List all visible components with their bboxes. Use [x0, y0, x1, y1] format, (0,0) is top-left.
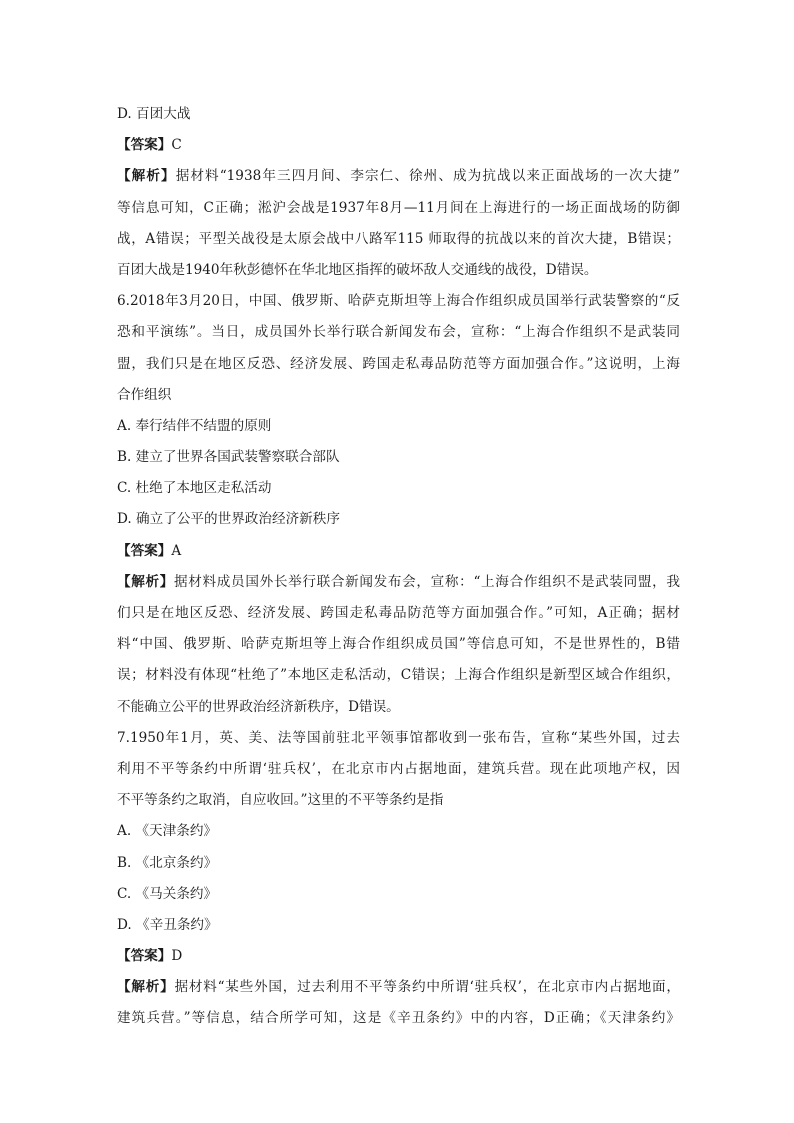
q7-analysis-line-2: 建筑兵营。”等信息，结合所学可知，这是《辛丑条约》中的内容，D正确；《天津条约》: [117, 1010, 680, 1027]
answer-value: D: [171, 948, 183, 965]
answer-tag: 【答案】: [117, 948, 172, 965]
q7-option-b: B. 《北京条约》: [117, 854, 218, 871]
q5-option-d: D. 百团大战: [117, 106, 191, 122]
q6-stem-line-1: 6.2018年3月20日，中国、俄罗斯、哈萨克斯坦等上海合作组织成员国举行武装警察的“反: [117, 293, 680, 310]
answer-value: A: [171, 542, 182, 559]
q7-analysis-line-1: [117, 972, 680, 1003]
q6-analysis-line-5: 不能确立公平的世界政治经济新秩序，D错误。: [117, 698, 400, 715]
q6-analysis-line-4: 误；材料没有体现“杜绝了”本地区走私活动，C错误；上海合作组织是新型区域合作组织，: [117, 667, 680, 684]
q6-stem-line-2: 恐和平演练”。当日，成员国外长举行联合新闻发布会，宣称：“上海合作组织不是武装同: [117, 324, 680, 341]
q6-analysis-line-1: [117, 567, 680, 598]
q5-analysis-line-3: 战，A错误；平型关战役是太原会战中八路军115 师取得的抗战以来的首次大捷，B错误；: [117, 230, 680, 247]
q7-stem-line-2: 利用不平等条约中所谓‘驻兵权’，在北京市内占据地面，建筑兵营。现在此项地产权，因: [117, 760, 680, 777]
answer-value: C: [171, 137, 182, 154]
answer-tag: 【答案】: [117, 542, 172, 559]
q6-option-b: B. 建立了世界各国武装警察联合部队: [117, 449, 340, 466]
analysis-tag: 【解析】: [117, 979, 175, 996]
q5-analysis-line-4: 百团大战是1940年秋彭德怀在华北地区指挥的破坏敌人交通线的战役，D错误。: [117, 261, 598, 278]
q5-analysis-line-1: [117, 161, 680, 192]
q6-option-d: D. 确立了公平的世界政治经济新秩序: [117, 511, 340, 528]
q7-option-c: C. 《马关条约》: [117, 885, 218, 902]
q7-stem-line-1: 7.1950年1月，英、美、法等国前驻北平领事馆都收到一张布告，宣称“某些外国，过去: [117, 729, 680, 746]
analysis-tag: 【解析】: [117, 573, 175, 590]
q6-analysis-line-3: 料“中国、俄罗斯、哈萨克斯坦等上海合作组织成员国”等信息可知，不是世界性的，B错: [117, 636, 680, 653]
q6-option-a: A. 奉行结伴不结盟的原则: [117, 417, 272, 434]
q6-stem-line-4: 合作组织: [117, 386, 172, 403]
analysis-tag: 【解析】: [117, 168, 176, 185]
q5-analysis-line-2: 等信息可知，C正确；淞沪会战是1937年8月—11月间在上海进行的一场正面战场的防御: [117, 199, 680, 216]
analysis-text: 据材料成员国外长举行联合新闻发布会，宣称：“上海合作组织不是武装同盟，我: [174, 573, 680, 590]
q7-option-a: A. 《天津条约》: [117, 823, 218, 840]
q6-option-c: C. 杜绝了本地区走私活动: [117, 480, 272, 497]
q6-analysis-line-2: 们只是在地区反恐、经济发展、跨国走私毒品防范等方面加强合作。”可知，A正确；据材: [117, 605, 680, 621]
q7-stem-line-3: 不平等条约之取消，自应收回。”这里的不平等条约是指: [117, 792, 444, 809]
analysis-text: 据材料“1938年三四月间、李宗仁、徐州、成为抗战以来正面战场的一次大捷”: [175, 168, 680, 185]
q7-answer: [117, 941, 680, 972]
q6-stem-line-3: 盟，我们只是在地区反恐、经济发展、跨国走私毒品防范等方面加强合作。”这说明，上海: [117, 355, 680, 372]
q7-option-d: D. 《辛丑条约》: [117, 916, 218, 933]
q6-answer: [117, 536, 680, 567]
document-page: [117, 99, 680, 1035]
q5-answer: [117, 130, 680, 161]
analysis-text: 据材料“某些外国，过去利用不平等条约中所谓‘驻兵权’，在北京市内占据地面，: [174, 979, 680, 996]
answer-tag: 【答案】: [117, 137, 172, 154]
